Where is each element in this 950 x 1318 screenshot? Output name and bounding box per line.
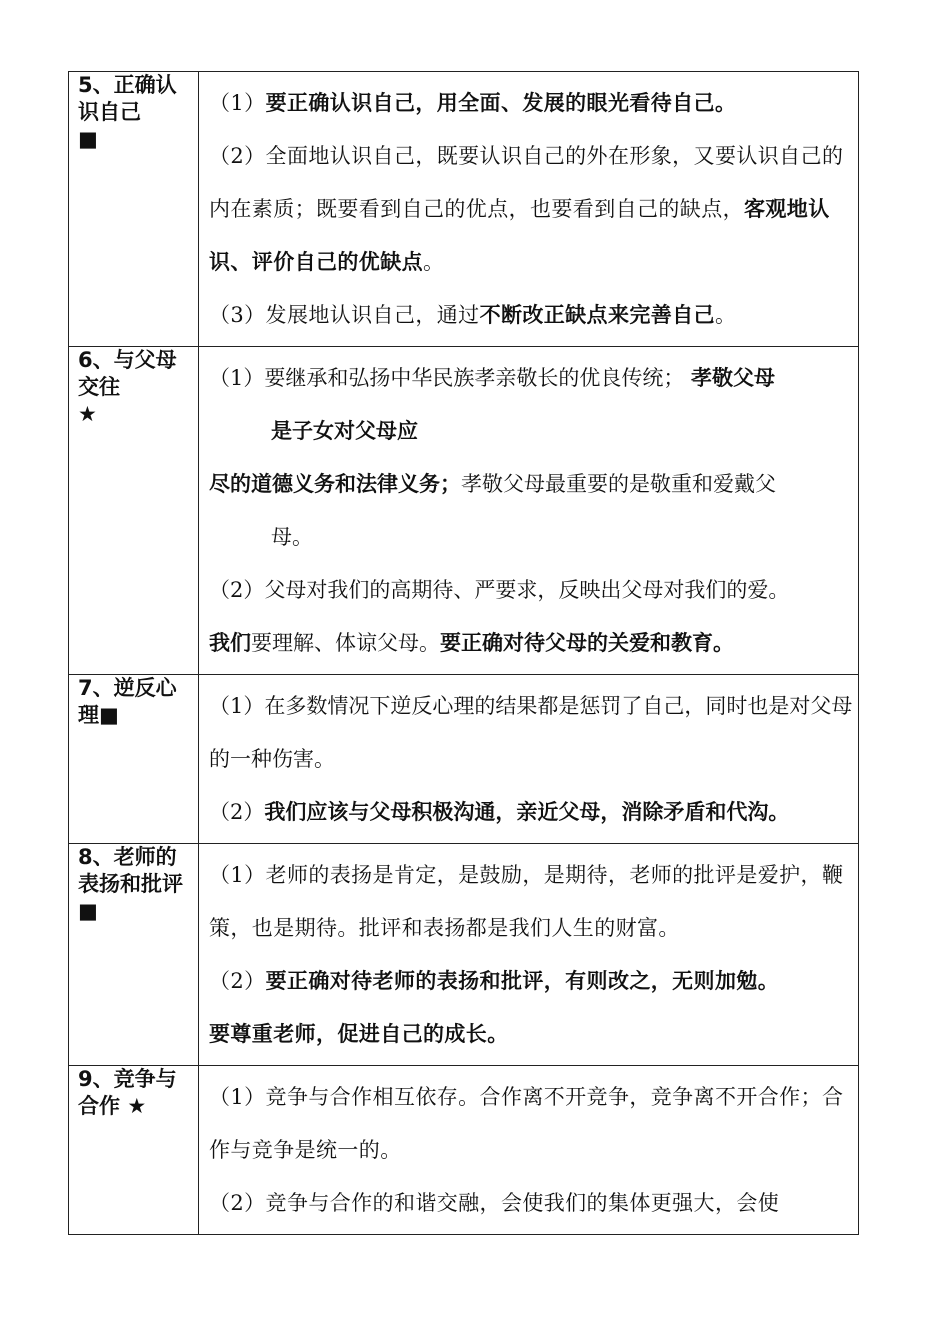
table-row	[69, 844, 859, 1066]
paragraph: （1）要继承和弘扬中华民族孝亲敬长的优良传统； 孝敬父母	[209, 366, 776, 390]
topic-title: 7、逆反心理	[78, 676, 177, 727]
topic-title: 9、竞争与合作	[78, 1067, 177, 1118]
paragraph: （1）要正确认识自己，用全面、发展的眼光看待自己。	[209, 91, 737, 115]
paragraph: 是子女对父母应	[271, 419, 418, 443]
paragraph: （1）老师的表扬是肯定，是鼓励，是期待，老师的批评是爱护，鞭策，也是期待。批评和表扬都是我们人生的财富。	[209, 863, 844, 940]
content-cell	[199, 675, 859, 844]
paragraph: （2）竞争与合作的和谐交融，会使我们的集体更强大，会使	[209, 1191, 780, 1215]
paragraph: 母。	[271, 525, 313, 549]
square-mark-icon: ■	[78, 899, 98, 923]
table-row	[69, 72, 859, 347]
table-row	[69, 347, 859, 675]
paragraph: 尽的道德义务和法律义务；孝敬父母最重要的是敬重和爱戴父	[209, 472, 776, 496]
table-row	[69, 675, 859, 844]
paragraph: （1）在多数情况下逆反心理的结果都是惩罚了自己，同时也是对父母的一种伤害。	[209, 694, 853, 771]
topic-title: 5、正确认识自己	[78, 73, 177, 124]
content-cell	[199, 1066, 859, 1235]
content-cell	[199, 347, 859, 675]
topic-cell	[69, 1066, 199, 1235]
paragraph: （3）发展地认识自己，通过不断改正缺点来完善自己。	[209, 303, 737, 327]
paragraph: （2）全面地认识自己，既要认识自己的外在形象，又要认识自己的内在素质；既要看到自己的优点，也要看到自己的缺点，客观地认识、评价自己的优缺点。	[209, 144, 844, 274]
square-mark-icon: ■	[78, 127, 98, 151]
paragraph: （2）我们应该与父母积极沟通，亲近父母，消除矛盾和代沟。	[209, 800, 790, 824]
topic-cell	[69, 347, 199, 675]
paragraph: （1）竞争与合作相互依存。合作离不开竞争，竞争离不开合作；合作与竞争是统一的。	[209, 1085, 844, 1162]
topic-cell	[69, 675, 199, 844]
paragraph: 我们要理解、体谅父母。要正确对待父母的关爱和教育。	[209, 631, 734, 655]
table-row	[69, 1066, 859, 1235]
topic-title: 8、老师的表扬和批评	[78, 845, 183, 896]
paragraph: 要尊重老师，促进自己的成长。	[209, 1022, 509, 1046]
topic-cell	[69, 844, 199, 1066]
topic-cell	[69, 72, 199, 347]
paragraph: （2）要正确对待老师的表扬和批评，有则改之，无则加勉。	[209, 969, 780, 993]
content-cell	[199, 72, 859, 347]
content-table	[68, 71, 859, 1235]
topic-title: 6、与父母交往	[78, 348, 177, 399]
paragraph: （2）父母对我们的高期待、严要求，反映出父母对我们的爱。	[209, 578, 790, 602]
star-mark-icon: ★	[78, 402, 97, 426]
square-mark-icon: ■	[99, 703, 119, 727]
content-cell	[199, 844, 859, 1066]
star-mark-icon: ★	[127, 1094, 147, 1118]
